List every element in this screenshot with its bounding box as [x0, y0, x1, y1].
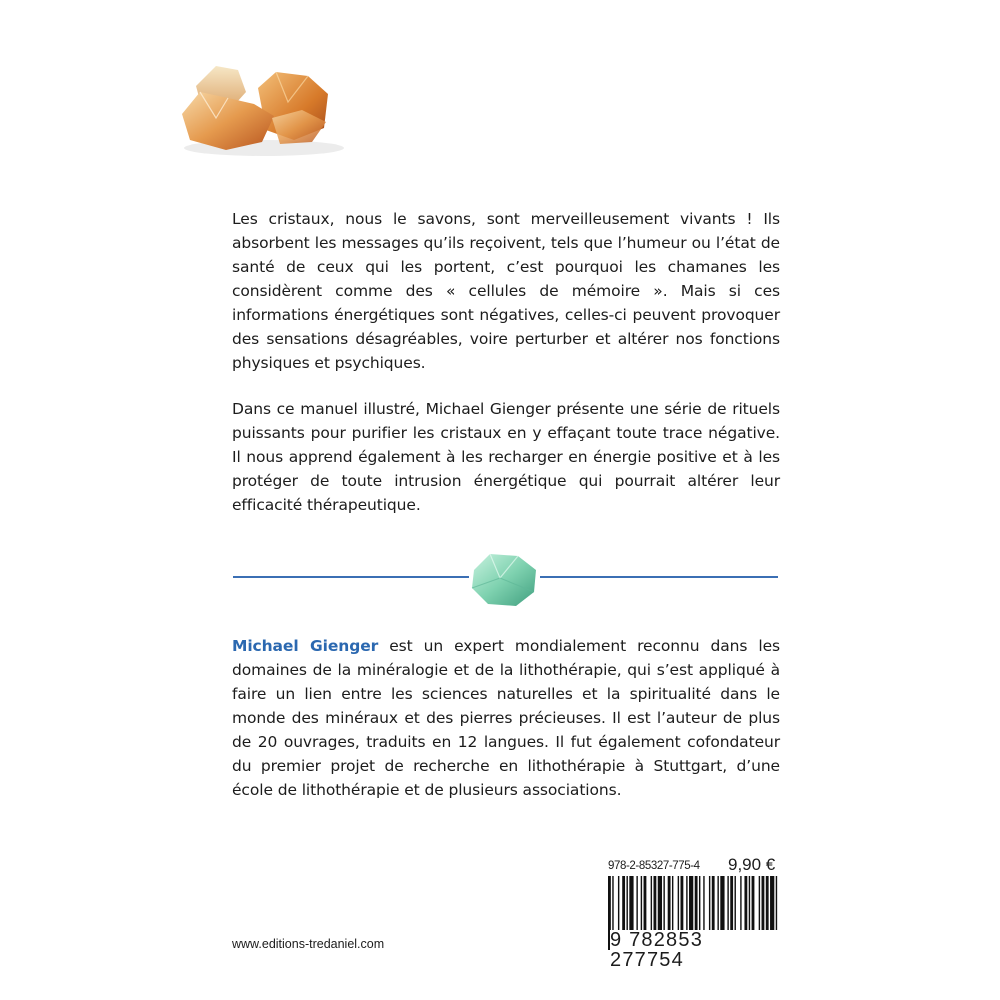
price: 9,90 € [728, 855, 776, 874]
barcode-digits: 9 782853 277754 [610, 930, 782, 970]
green-crystal-icon [466, 548, 544, 610]
author-name: Michael Gienger [232, 637, 379, 655]
divider-line-right [540, 576, 778, 578]
divider-line-left [233, 576, 469, 578]
description-paragraph-1: Les cristaux, nous le savons, sont merveilleusement vivants ! Ils absorbent les messages qu’ils reçoivent, tels que l’humeur ou l’état de santé de ceux qui les portent, c’est pourquoi les chamanes les considèrent comme des « cellules de mémoire ». Mais si ces informations énergétiques sont négatives, celles-ci peuvent provoquer des sensations désagréables, voire perturber et altérer nos fonctions physiques et psychiques. [232, 210, 780, 372]
description-paragraph-2: Dans ce manuel illustré, Michael Gienger présente une série de rituels puissants pour purifier les cristaux en y effaçant toute trace négative. Il nous apprend également à les recharger en énergie positive et à les protéger de toute intrusion énergétique qui pourrait altérer leur efficacité thérapeutique. [232, 400, 780, 514]
author-biography [232, 634, 780, 802]
amber-crystals-icon [176, 58, 348, 158]
isbn-number: 978-2-85327-775-4 [608, 860, 700, 872]
author-bio-text: est un expert mondialement reconnu dans les domaines de la minéralogie et de la lithothérapie, qui s’est appliqué à faire un lien entre les sciences naturelles et la spiritualité dans le monde des minéraux et des pierres précieuses. Il est l’auteur de plus de 20 ouvrages, traduits en 12 langues. Il fut également cofondateur du premier projet de recherche en lithothérapie à Stuttgart, d’une école de lithothérapie et de plusieurs associations. [232, 637, 780, 799]
publisher-website: www.editions-tredaniel.com [232, 937, 385, 951]
